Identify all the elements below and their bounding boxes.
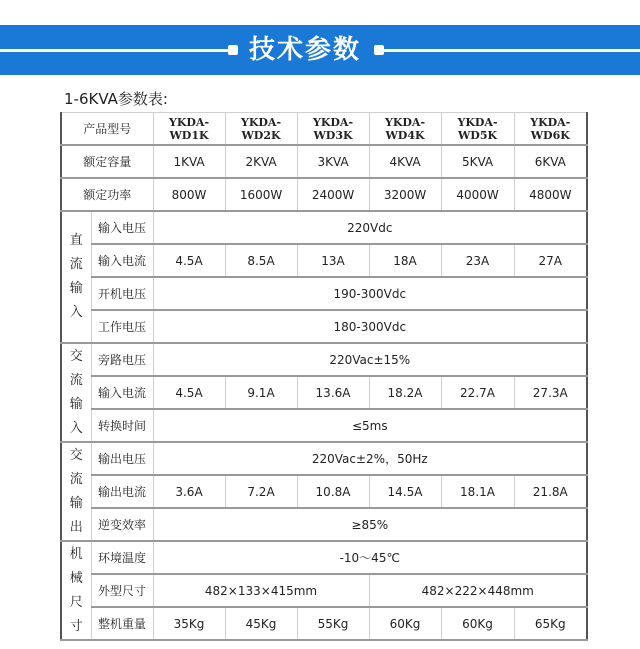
value-cell: 22.7A bbox=[441, 376, 514, 409]
row-label: 输入电流 bbox=[91, 244, 153, 277]
value-cell: 190-300Vdc bbox=[153, 277, 587, 310]
value-cell: 220Vac±2%，50Hz bbox=[153, 442, 587, 475]
value-cell: 180-300Vdc bbox=[153, 310, 587, 343]
value-cell: 10.8A bbox=[297, 475, 369, 508]
value-cell: 5KVA bbox=[441, 145, 514, 178]
table-row bbox=[61, 211, 587, 244]
row-label: 整机重量 bbox=[91, 607, 153, 640]
table-row bbox=[61, 376, 587, 409]
group-char: 输 bbox=[69, 396, 83, 412]
table-row bbox=[61, 442, 587, 475]
table-row bbox=[61, 409, 587, 442]
value-cell: 21.8A bbox=[514, 475, 587, 508]
banner-line-left bbox=[0, 49, 230, 52]
row-label: 逆变效率 bbox=[91, 508, 153, 541]
value-cell: 800W bbox=[153, 178, 225, 211]
value-cell: 35Kg bbox=[153, 607, 225, 640]
group-char: 入 bbox=[69, 420, 83, 436]
group-mechanical bbox=[61, 541, 91, 640]
row-label: 额定容量 bbox=[61, 145, 153, 178]
table-row bbox=[61, 178, 587, 211]
group-char: 寸 bbox=[69, 618, 83, 634]
table-row bbox=[61, 145, 587, 178]
value-cell: -10～45℃ bbox=[153, 541, 587, 574]
row-label: 开机电压 bbox=[91, 277, 153, 310]
table-row bbox=[61, 475, 587, 508]
value-cell: 4.5A bbox=[153, 376, 225, 409]
value-cell: 23A bbox=[441, 244, 514, 277]
row-label: 环境温度 bbox=[91, 541, 153, 574]
group-char: 流 bbox=[69, 471, 83, 487]
value-cell: 220Vac±15% bbox=[153, 343, 587, 376]
model-header: 产品型号 bbox=[61, 113, 153, 146]
group-char: 械 bbox=[69, 570, 83, 586]
group-char: 输 bbox=[69, 495, 83, 511]
value-cell: 27A bbox=[514, 244, 587, 277]
group-char: 机 bbox=[69, 546, 83, 562]
model-cell: YKDA- WD5K bbox=[441, 113, 514, 146]
row-label: 输出电压 bbox=[91, 442, 153, 475]
row-label: 输入电流 bbox=[91, 376, 153, 409]
table-row bbox=[61, 244, 587, 277]
group-char: 出 bbox=[69, 519, 83, 535]
banner-title: 技术参数 bbox=[248, 35, 361, 65]
value-cell: 1KVA bbox=[153, 145, 225, 178]
value-cell: 18.2A bbox=[369, 376, 441, 409]
value-cell: 4000W bbox=[441, 178, 514, 211]
group-ac-input bbox=[61, 343, 91, 442]
banner-dot-left bbox=[228, 45, 238, 55]
group-dc-input bbox=[61, 211, 91, 343]
value-cell: 18A bbox=[369, 244, 441, 277]
model-cell: YKDA-WD3K bbox=[297, 113, 369, 146]
value-cell: 4800W bbox=[514, 178, 587, 211]
value-cell: 4.5A bbox=[153, 244, 225, 277]
value-cell: 45Kg bbox=[225, 607, 297, 640]
row-label: 输入电压 bbox=[91, 211, 153, 244]
table-row bbox=[61, 508, 587, 541]
value-cell: 18.1A bbox=[441, 475, 514, 508]
model-cell: YKDA-WD4K bbox=[369, 113, 441, 146]
model-cell: YKDA-WD2K bbox=[225, 113, 297, 146]
value-cell: 27.3A bbox=[514, 376, 587, 409]
value-cell: 4KVA bbox=[369, 145, 441, 178]
group-char: 输 bbox=[69, 281, 83, 296]
value-cell: 6KVA bbox=[514, 145, 587, 178]
row-label: 额定功率 bbox=[61, 178, 153, 211]
table-caption: 1-6KVA参数表: bbox=[64, 90, 168, 108]
group-char: 交 bbox=[69, 447, 83, 463]
value-cell: 14.5A bbox=[369, 475, 441, 508]
group-char: 尺 bbox=[69, 594, 83, 610]
value-cell: 65Kg bbox=[514, 607, 587, 640]
group-ac-output bbox=[61, 442, 91, 541]
table-row bbox=[61, 343, 587, 376]
value-cell: 60Kg bbox=[441, 607, 514, 640]
row-label: 输出电流 bbox=[91, 475, 153, 508]
banner-dot-right bbox=[374, 45, 384, 55]
row-label: 外型尺寸 bbox=[91, 574, 153, 607]
value-cell: ≥85% bbox=[153, 508, 587, 541]
value-cell: ≤5ms bbox=[153, 409, 587, 442]
value-cell: 3200W bbox=[369, 178, 441, 211]
table-row bbox=[61, 277, 587, 310]
value-cell: 7.2A bbox=[225, 475, 297, 508]
table-row bbox=[61, 541, 587, 574]
row-label: 转换时间 bbox=[91, 409, 153, 442]
value-cell: 220Vdc bbox=[153, 211, 587, 244]
table-row bbox=[61, 310, 587, 343]
banner-line-right bbox=[384, 49, 640, 52]
value-cell: 13A bbox=[297, 244, 369, 277]
spec-table bbox=[60, 112, 588, 641]
value-cell: 2KVA bbox=[225, 145, 297, 178]
value-cell: 60Kg bbox=[369, 607, 441, 640]
group-char: 流 bbox=[69, 372, 83, 388]
value-cell: 3.6A bbox=[153, 475, 225, 508]
group-char: 流 bbox=[69, 257, 83, 272]
value-cell: 55Kg bbox=[297, 607, 369, 640]
group-char: 入 bbox=[69, 305, 83, 320]
row-label: 工作电压 bbox=[91, 310, 153, 343]
title-banner bbox=[0, 25, 640, 75]
model-cell: YKDA-WD6K bbox=[514, 113, 587, 146]
row-label: 旁路电压 bbox=[91, 343, 153, 376]
value-cell: 482×133×415mm bbox=[153, 574, 369, 607]
group-char: 直 bbox=[69, 233, 83, 248]
table-row bbox=[61, 607, 587, 640]
value-cell: 2400W bbox=[297, 178, 369, 211]
value-cell: 1600W bbox=[225, 178, 297, 211]
value-cell: 9.1A bbox=[225, 376, 297, 409]
group-char: 交 bbox=[69, 348, 83, 364]
model-cell: YKDA-WD1K bbox=[153, 113, 225, 146]
table-row bbox=[61, 113, 587, 146]
value-cell: 482×222×448mm bbox=[369, 574, 587, 607]
table-row bbox=[61, 574, 587, 607]
value-cell: 13.6A bbox=[297, 376, 369, 409]
value-cell: 3KVA bbox=[297, 145, 369, 178]
value-cell: 8.5A bbox=[225, 244, 297, 277]
